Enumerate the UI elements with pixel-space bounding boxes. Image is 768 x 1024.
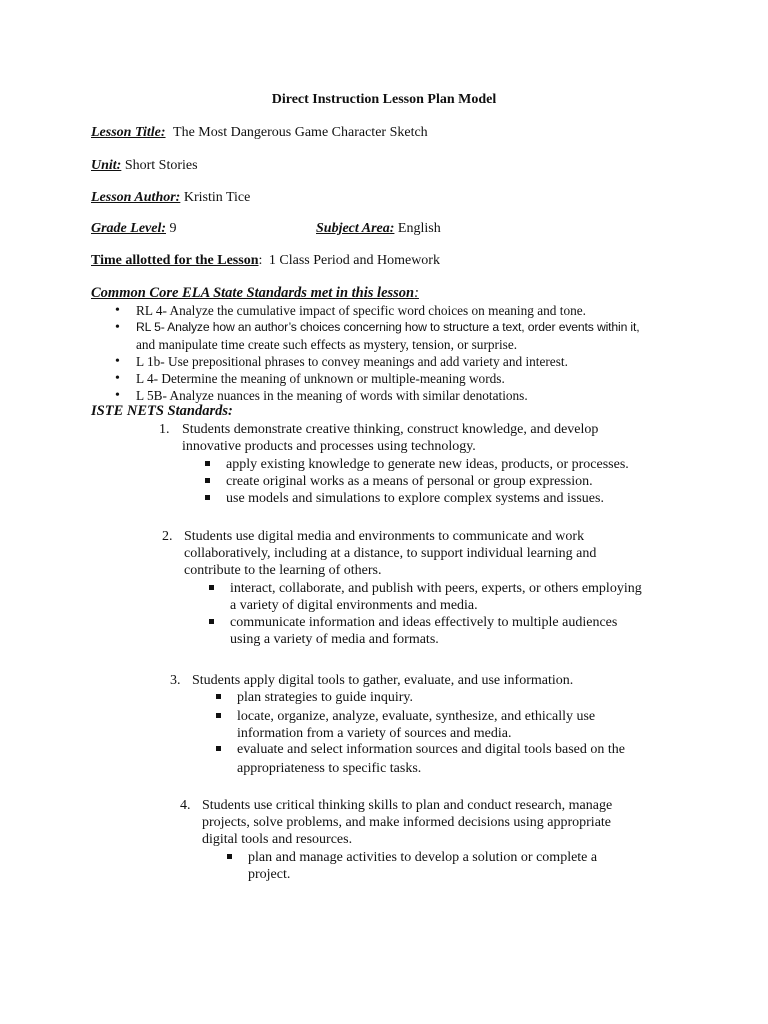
unit-row [91, 157, 198, 174]
lesson-title-row [91, 124, 428, 141]
common-core-heading-text: Common Core ELA State Standards met in this lesson [91, 285, 415, 301]
sub-item-cont: information from a variety of sources and media. [237, 726, 512, 741]
square-bullet-icon [209, 585, 214, 590]
time-row [91, 252, 440, 269]
author-row [91, 189, 250, 206]
sub-item: apply existing knowledge to generate new ideas, products, or processes. [226, 457, 629, 472]
time-value: 1 Class Period and Homework [268, 253, 440, 268]
bullet-icon: • [115, 303, 120, 318]
standard-number: 2. [162, 529, 173, 544]
lesson-title-label: Lesson Title: [91, 125, 166, 140]
iste-heading: ISTE NETS Standards: [91, 403, 233, 419]
sub-item-cont: appropriateness to specific tasks. [237, 761, 422, 776]
square-bullet-icon [216, 694, 221, 699]
square-bullet-icon [216, 746, 221, 751]
standard-text-line: digital tools and resources. [202, 832, 353, 847]
standard-number: 4. [180, 798, 191, 813]
bullet-icon: • [115, 320, 120, 335]
subject-label: Subject Area: [316, 221, 395, 236]
bullet-icon: • [115, 354, 120, 369]
lesson-title-value: The Most Dangerous Game Character Sketch [173, 125, 428, 140]
sub-item: evaluate and select information sources and digital tools based on the [237, 742, 625, 757]
square-bullet-icon [209, 619, 214, 624]
common-core-heading-colon: : [414, 285, 419, 301]
author-label: Lesson Author: [91, 190, 181, 205]
time-label: Time allotted for the Lesson [91, 253, 259, 268]
sub-item: plan and manage activities to develop a solution or complete a [248, 850, 598, 865]
sub-item-cont: project. [248, 867, 291, 882]
author-value: Kristin Tice [183, 190, 251, 205]
sub-item: communicate information and ideas effectively to multiple audiences [230, 615, 618, 630]
subject-row [316, 220, 441, 237]
standard-rl5: RL 5- Analyze how an author’s choices concerning how to structure a text, order events within it, [136, 320, 640, 334]
bullet-icon: • [115, 388, 120, 403]
standard-number: 1. [159, 422, 170, 437]
sub-item: locate, organize, analyze, evaluate, synthesize, and ethically use [237, 709, 596, 724]
grade-label: Grade Level: [91, 221, 167, 236]
standard-text-line: Students use critical thinking skills to plan and conduct research, manage [202, 798, 613, 813]
time-colon: : [258, 253, 263, 268]
standard-text-line: collaboratively, including at a distance, to support individual learning and [184, 546, 597, 561]
sub-item-cont: a variety of digital environments and media. [230, 598, 478, 613]
standard-text-line: innovative products and processes using technology. [182, 439, 476, 454]
bullet-icon: • [115, 371, 120, 386]
sub-item: use models and simulations to explore complex systems and issues. [226, 491, 604, 506]
document-title: Direct Instruction Lesson Plan Model [271, 92, 497, 107]
sub-item-cont: using a variety of media and formats. [230, 632, 439, 647]
common-core-heading [91, 285, 419, 302]
standard-text-line: Students demonstrate creative thinking, construct knowledge, and develop [182, 422, 599, 437]
subject-value: English [397, 221, 441, 236]
standard-l5b: L 5B- Analyze nuances in the meaning of words with similar denotations. [136, 388, 528, 403]
unit-value: Short Stories [124, 158, 198, 173]
standard-number: 3. [170, 673, 181, 688]
standard-text-line: contribute to the learning of others. [184, 563, 382, 578]
unit-label: Unit: [91, 158, 122, 173]
standard-rl5-cont: and manipulate time create such effects as mystery, tension, or surprise. [136, 337, 518, 352]
square-bullet-icon [205, 478, 210, 483]
standard-rl4: RL 4- Analyze the cumulative impact of specific word choices on meaning and tone. [136, 303, 586, 318]
square-bullet-icon [216, 713, 221, 718]
standard-text-line: Students use digital media and environments to communicate and work [184, 529, 585, 544]
standard-text-line: Students apply digital tools to gather, evaluate, and use information. [192, 673, 574, 688]
sub-item: interact, collaborate, and publish with peers, experts, or others employing [230, 581, 642, 596]
square-bullet-icon [227, 854, 232, 859]
sub-item: create original works as a means of personal or group expression. [226, 474, 593, 489]
standard-l1b: L 1b- Use prepositional phrases to convey meanings and add variety and interest. [136, 354, 568, 369]
sub-item: plan strategies to guide inquiry. [237, 690, 413, 705]
square-bullet-icon [205, 461, 210, 466]
standard-l4: L 4- Determine the meaning of unknown or multiple-meaning words. [136, 371, 505, 386]
grade-value: 9 [169, 221, 177, 236]
square-bullet-icon [205, 495, 210, 500]
standard-text-line: projects, solve problems, and make informed decisions using appropriate [202, 815, 612, 830]
grade-row [91, 220, 177, 237]
